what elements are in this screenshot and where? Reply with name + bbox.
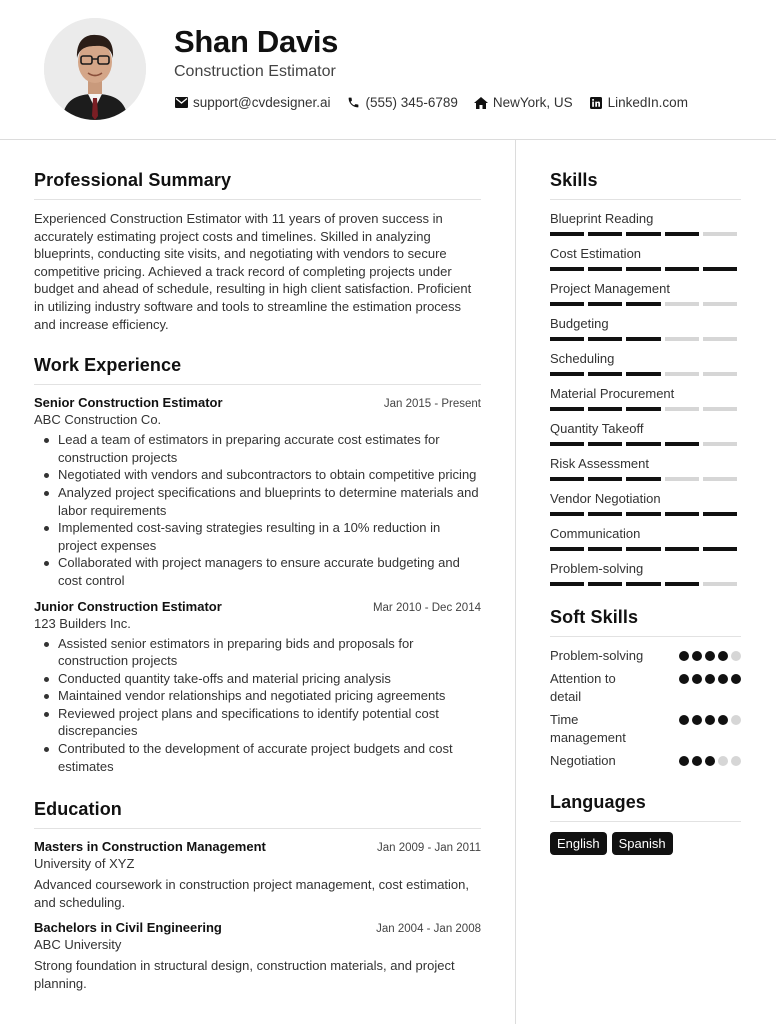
skill-level-segment — [703, 302, 737, 306]
skill-level-segment — [703, 512, 737, 516]
rating-dot — [679, 756, 689, 766]
skill-level-segment — [626, 302, 660, 306]
skill-level-bar — [550, 512, 741, 516]
skill-name: Material Procurement — [550, 386, 675, 401]
soft-skill-name: Attention to detail — [550, 671, 616, 704]
skill-item — [550, 455, 741, 481]
contact-linkedin[interactable] — [589, 95, 688, 110]
job-bullet: Reviewed project plans and specifications to identify potential cost discrepancies — [58, 705, 481, 740]
skill-name: Vendor Negotiation — [550, 491, 661, 506]
skill-level-segment — [550, 512, 584, 516]
skill-level-bar — [550, 442, 741, 446]
skill-name: Risk Assessment — [550, 456, 649, 471]
education-section — [34, 799, 481, 992]
soft-skill-name: Problem-solving — [550, 648, 644, 663]
skill-name: Scheduling — [550, 351, 615, 366]
skill-level-segment — [626, 267, 660, 271]
rating-dot — [705, 756, 715, 766]
skills-section — [550, 170, 741, 586]
skill-name: Budgeting — [550, 316, 609, 331]
main-column — [34, 170, 481, 993]
job-bullet: Assisted senior estimators in preparing bids and proposals for construction projects — [58, 635, 481, 670]
job-company: 123 Builders Inc. — [34, 615, 131, 631]
skill-name: Cost Estimation — [550, 246, 642, 261]
job-bullet: Maintained vendor relationships and negotiated pricing agreements — [58, 687, 481, 705]
education-entry — [34, 920, 481, 992]
job-bullet: Collaborated with project managers to ensure accurate budgeting and cost control — [58, 554, 481, 589]
contact-email[interactable] — [174, 95, 331, 110]
skill-item — [550, 560, 741, 586]
skill-level-segment — [626, 477, 660, 481]
skill-level-segment — [703, 582, 737, 586]
skill-level-segment — [626, 547, 660, 551]
skill-name: Problem-solving — [550, 561, 644, 576]
skill-level-segment — [550, 547, 584, 551]
skill-item — [550, 245, 741, 271]
skill-item — [550, 490, 741, 516]
skill-level-segment — [665, 337, 699, 341]
skill-item — [550, 525, 741, 551]
soft-skills-section — [550, 607, 741, 770]
rating-dot — [679, 651, 689, 661]
skill-level-segment — [550, 372, 584, 376]
skill-level-segment — [703, 267, 737, 271]
skill-level-bar — [550, 547, 741, 551]
contact-list — [174, 95, 704, 110]
education-title: Education — [34, 799, 481, 829]
skill-level-segment — [550, 442, 584, 446]
skill-level-segment — [550, 232, 584, 236]
skill-item — [550, 280, 741, 306]
soft-skill-rating — [676, 715, 741, 725]
skill-item — [550, 385, 741, 411]
job-title: Junior Construction Estimator — [34, 598, 222, 614]
skill-level-segment — [588, 267, 622, 271]
skill-level-segment — [550, 477, 584, 481]
job-date: Jan 2015 - Present — [383, 398, 481, 411]
rating-dot — [692, 674, 702, 684]
skill-level-segment — [588, 407, 622, 411]
skill-level-segment — [550, 407, 584, 411]
job-bullet: Implemented cost-saving strategies resulting in a 10% reduction in project expenses — [58, 519, 481, 554]
skill-level-segment — [703, 442, 737, 446]
skill-level-segment — [665, 407, 699, 411]
job-entry — [34, 395, 481, 589]
skill-name: Project Management — [550, 281, 670, 296]
degree-title: Bachelors in Civil Engineering — [34, 920, 222, 936]
contact-phone-text: (555) 345-6789 — [365, 95, 458, 110]
skill-level-segment — [665, 512, 699, 516]
education-date: Jan 2004 - Jan 2008 — [376, 923, 481, 936]
column-divider — [515, 140, 516, 1024]
rating-dot — [718, 715, 728, 725]
contact-linkedin-text: LinkedIn.com — [607, 95, 688, 110]
soft-skill-item — [550, 670, 741, 706]
rating-dot — [731, 756, 741, 766]
soft-skill-item — [550, 711, 741, 747]
skill-level-bar — [550, 407, 741, 411]
skill-level-segment — [703, 477, 737, 481]
rating-dot — [731, 651, 741, 661]
skill-name: Quantity Takeoff — [550, 421, 644, 436]
education-description: Strong foundation in structural design, construction materials, and project planning. — [34, 958, 455, 992]
soft-skills-list — [550, 647, 741, 770]
skill-level-segment — [588, 582, 622, 586]
rating-dot — [705, 674, 715, 684]
summary-title: Professional Summary — [34, 170, 481, 200]
soft-skill-rating — [676, 674, 741, 684]
languages-title: Languages — [550, 792, 741, 822]
skill-level-segment — [665, 582, 699, 586]
skill-level-segment — [588, 442, 622, 446]
candidate-name: Shan Davis — [174, 24, 339, 59]
rating-dot — [692, 651, 702, 661]
skill-level-segment — [588, 232, 622, 236]
skill-level-bar — [550, 337, 741, 341]
job-company: ABC Construction Co. — [34, 412, 162, 428]
skill-item — [550, 210, 741, 236]
education-entry — [34, 839, 481, 911]
skill-level-segment — [588, 372, 622, 376]
skill-level-segment — [588, 547, 622, 551]
soft-skill-rating — [676, 651, 741, 661]
contact-location — [474, 95, 573, 110]
summary-section — [34, 170, 481, 333]
school-name: University of XYZ — [34, 856, 135, 872]
skill-level-segment — [550, 302, 584, 306]
soft-skills-title: Soft Skills — [550, 607, 741, 637]
rating-dot — [705, 651, 715, 661]
language-badge: Spanish — [612, 832, 673, 855]
soft-skill-rating — [676, 756, 741, 766]
job-date: Mar 2010 - Dec 2014 — [372, 601, 481, 614]
skill-level-segment — [665, 302, 699, 306]
skill-level-bar — [550, 267, 741, 271]
education-description: Advanced coursework in construction project management, cost estimation, and scheduling. — [34, 877, 469, 910]
languages-section — [550, 792, 741, 855]
skill-level-segment — [588, 477, 622, 481]
skill-level-segment — [626, 372, 660, 376]
skill-level-segment — [703, 232, 737, 236]
skill-level-segment — [665, 477, 699, 481]
experience-title: Work Experience — [34, 355, 481, 385]
languages-list — [550, 832, 741, 855]
skill-level-segment — [703, 372, 737, 376]
skill-level-segment — [626, 337, 660, 341]
skill-level-segment — [626, 512, 660, 516]
soft-skill-item — [550, 647, 741, 665]
skill-level-bar — [550, 232, 741, 236]
skill-name: Blueprint Reading — [550, 211, 654, 226]
skill-level-segment — [626, 582, 660, 586]
job-bullets — [34, 635, 481, 776]
skill-level-segment — [703, 547, 737, 551]
skill-level-bar — [550, 302, 741, 306]
skill-level-segment — [665, 372, 699, 376]
summary-text: Experienced Construction Estimator with 11 years of proven success in accurately estimating project costs and timelines. Skilled in analyzing blueprints, conducting site visits, and negotiating with vendors to secure competitive pricing. Achieved a track record of completing projects under budget and ahead of schedule, resulting in high client satisfaction. Proficient in utilizing industry software and tools to streamline the estimation process and increase efficiency. — [34, 211, 472, 332]
skill-item — [550, 420, 741, 446]
rating-dot — [692, 715, 702, 725]
rating-dot — [718, 674, 728, 684]
job-bullet: Negotiated with vendors and subcontractors to obtain competitive pricing — [58, 466, 481, 484]
rating-dot — [718, 756, 728, 766]
candidate-role: Construction Estimator — [174, 63, 336, 80]
skill-level-segment — [588, 512, 622, 516]
skill-level-segment — [665, 232, 699, 236]
skill-level-segment — [550, 267, 584, 271]
skill-level-segment — [665, 267, 699, 271]
skill-level-segment — [550, 337, 584, 341]
soft-skill-item — [550, 752, 741, 770]
contact-location-text: NewYork, US — [492, 95, 573, 110]
skill-level-segment — [588, 337, 622, 341]
skill-level-segment — [588, 302, 622, 306]
skill-item — [550, 350, 741, 376]
rating-dot — [718, 651, 728, 661]
job-entry — [34, 599, 481, 776]
job-title: Senior Construction Estimator — [34, 395, 223, 411]
skill-level-bar — [550, 372, 741, 376]
job-bullet: Lead a team of estimators in preparing accurate cost estimates for construction projects — [58, 431, 481, 466]
rating-dot — [705, 715, 715, 725]
skill-level-segment — [665, 547, 699, 551]
skill-level-segment — [665, 442, 699, 446]
rating-dot — [731, 674, 741, 684]
profile-photo — [44, 18, 146, 120]
sidebar-column — [550, 170, 741, 855]
job-bullet: Contributed to the development of accurate project budgets and cost estimates — [58, 740, 481, 775]
job-bullets — [34, 431, 481, 589]
rating-dot — [692, 756, 702, 766]
skills-title: Skills — [550, 170, 741, 200]
education-date: Jan 2009 - Jan 2011 — [376, 842, 481, 855]
envelope-icon — [174, 96, 188, 110]
skill-level-segment — [703, 337, 737, 341]
person-photo-icon — [44, 18, 146, 120]
degree-title: Masters in Construction Management — [34, 839, 266, 855]
rating-dot — [731, 715, 741, 725]
skill-level-segment — [626, 232, 660, 236]
skill-level-bar — [550, 582, 741, 586]
rating-dot — [679, 715, 689, 725]
skill-level-segment — [626, 442, 660, 446]
rating-dot — [679, 674, 689, 684]
home-icon — [474, 96, 488, 110]
job-bullet: Conducted quantity take-offs and material pricing analysis — [58, 670, 481, 688]
skill-name: Communication — [550, 526, 641, 541]
skill-item — [550, 315, 741, 341]
job-bullet: Analyzed project specifications and blueprints to determine materials and labor requirements — [58, 484, 481, 519]
skill-level-bar — [550, 477, 741, 481]
contact-email-text: support@cvdesigner.ai — [193, 95, 331, 110]
skills-list — [550, 210, 741, 586]
experience-section — [34, 355, 481, 775]
soft-skill-name: Time management — [550, 712, 626, 745]
skill-level-segment — [703, 407, 737, 411]
school-name: ABC University — [34, 937, 122, 953]
contact-phone[interactable] — [347, 95, 458, 110]
skill-level-segment — [550, 582, 584, 586]
phone-icon — [347, 96, 361, 110]
language-badge: English — [550, 832, 607, 855]
linkedin-icon — [589, 96, 603, 110]
soft-skill-name: Negotiation — [550, 753, 616, 768]
resume-header — [0, 0, 776, 140]
skill-level-segment — [626, 407, 660, 411]
